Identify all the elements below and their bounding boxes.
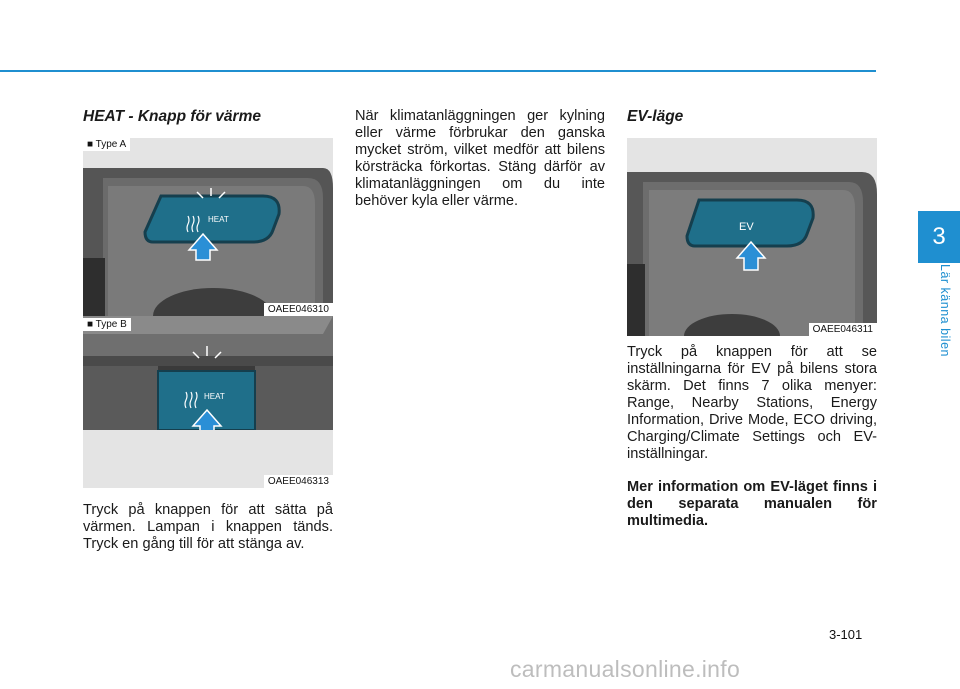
ev-column (627, 108, 877, 530)
ev-button-label: EV (739, 221, 754, 233)
heat-button-label-b: HEAT (204, 392, 225, 401)
ev-heading: EV-läge (627, 108, 684, 125)
heat-body: Tryck på knappen för att sätta på värmen. Lampan i knappen tänds. Tryck en gång till för att stänga av. (83, 502, 333, 552)
figure-a-code: OAEE046310 (264, 303, 333, 316)
ev-button-illustration (627, 138, 877, 336)
heat-heading: HEAT - Knapp för värme (83, 108, 261, 125)
figure-ev (627, 138, 877, 336)
climate-body: När klimatanläggningen ger kylning eller värme förbrukar den ganska mycket ström, vilket medför att bilens körsträcka förkortas. Stäng därför av klimatanläggningen om du inte behöver kyla eller värme. (355, 108, 605, 209)
section-tab (918, 211, 960, 263)
heat-column (83, 108, 333, 553)
figure-b-code: OAEE046313 (264, 475, 333, 488)
header-rule (0, 70, 876, 72)
heat-button-illustration-a (83, 138, 333, 316)
climate-column (355, 108, 605, 210)
section-number: 3 (932, 223, 946, 250)
heat-button-label-a: HEAT (208, 215, 229, 224)
figure-type-b (83, 316, 333, 488)
figure-b-type-label: ■ Type B (83, 318, 131, 331)
heat-button-illustration-b (83, 316, 333, 488)
figure-a-type-label: ■ Type A (83, 138, 130, 151)
figure-ev-code: OAEE046311 (809, 323, 877, 336)
ev-body: Tryck på knappen för att se inställningarna för EV på bilens stora skärm. Det finns 7 olika menyer: Range, Nearby Stations, Energy Information, Drive Mode, ECO driving, Charging/Climate Settings och EV-inställningar. (627, 344, 877, 462)
page-number: 3-101 (829, 627, 863, 642)
ev-note: Mer information om EV-läget finns i den separata manualen för multimedia. (627, 479, 877, 529)
watermark: carmanualsonline.info (510, 656, 741, 682)
section-title: Lär känna bilen (938, 264, 952, 357)
figure-type-a (83, 138, 333, 316)
